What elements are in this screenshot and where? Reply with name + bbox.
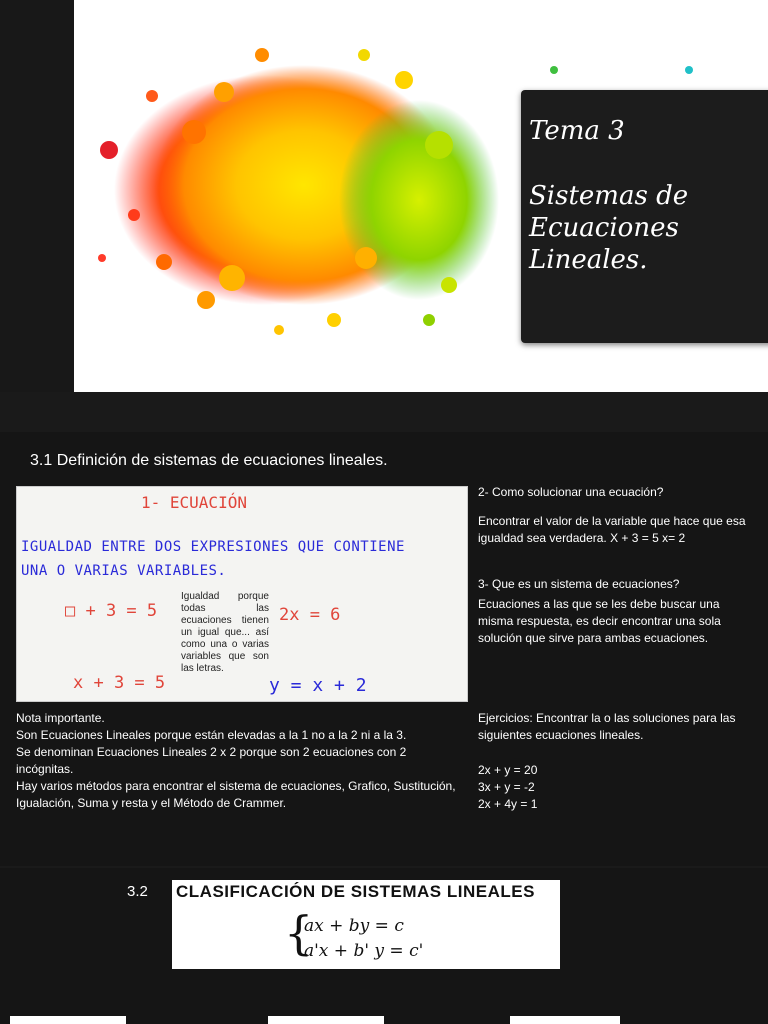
whiteboard-image xyxy=(16,486,468,702)
title-box xyxy=(521,90,768,343)
classification-card xyxy=(172,880,560,969)
board-eq3: x + 3 = 5 xyxy=(73,673,166,693)
note-line1: Son Ecuaciones Lineales porque están elevadas a la 1 no a la 2 ni a la 3. xyxy=(16,728,407,742)
board-note: Igualdad porque todas las ecuaciones tienen un igual que... así como una o varias variables que son las letras. xyxy=(181,591,269,674)
exercise-1: 2x + y = 20 xyxy=(478,763,538,777)
exercise-3: 2x + 4y = 1 xyxy=(478,797,538,811)
board-line1: IGUALDAD ENTRE DOS EXPRESIONES QUE CONTIENE xyxy=(21,539,405,555)
board-title: 1- ECUACIÓN xyxy=(141,493,247,512)
slide-title-line1: Tema 3 xyxy=(529,116,625,146)
section-number: 3.2 xyxy=(127,883,148,900)
note-line2: Se denominan Ecuaciones Lineales 2 x 2 porque son 2 ecuaciones con 2 incógnitas. xyxy=(16,745,407,776)
system-equations xyxy=(304,914,423,964)
paint-splash-image xyxy=(74,0,768,392)
exercise-2: 3x + y = -2 xyxy=(478,780,535,794)
equation-a: ax + by = c xyxy=(304,916,404,936)
board-eq1: □ + 3 = 5 xyxy=(65,601,158,621)
slide-title-line2: Sistemas de Ecuaciones Lineales. xyxy=(529,181,689,275)
exercises-intro: Ejercicios: Encontrar la o las soluciones para las siguientes ecuaciones lineales. xyxy=(478,711,736,742)
equation-b: a'x + b' y = c' xyxy=(304,941,424,961)
q3-body: Ecuaciones a las que se les debe buscar una misma respuesta, es decir encontrar una sola solución que sirve para ambas ecuaciones. xyxy=(478,597,721,645)
partial-image-3 xyxy=(510,1016,620,1024)
note-title: Nota importante. xyxy=(16,711,105,725)
slide-classification xyxy=(0,868,768,1024)
note-line3: Hay varios métodos para encontrar el sistema de ecuaciones, Grafico, Sustitución, Igualación, Suma y resta y el Método de Crammer. xyxy=(16,779,456,810)
section-heading: 3.1 Definición de sistemas de ecuaciones lineales. xyxy=(30,452,388,469)
q2-body: Encontrar el valor de la variable que hace que esa igualdad sea verdadera. X + 3 = 5 x= 2 xyxy=(478,514,746,545)
partial-image-2 xyxy=(268,1016,384,1024)
partial-image-1 xyxy=(10,1016,126,1024)
slide-definition xyxy=(0,432,768,866)
board-eq4: y = x + 2 xyxy=(269,675,367,696)
brace-symbol: { xyxy=(284,906,314,960)
q2-title: 2- Como solucionar una ecuación? xyxy=(478,485,664,499)
board-line2: UNA O VARIAS VARIABLES. xyxy=(21,563,227,579)
slide-title xyxy=(0,0,768,392)
card-title: CLASIFICACIÓN DE SISTEMAS LINEALES xyxy=(176,882,535,901)
note-block xyxy=(16,710,456,812)
board-eq2: 2x = 6 xyxy=(279,605,341,625)
q3-title: 3- Que es un sistema de ecuaciones? xyxy=(478,577,680,591)
